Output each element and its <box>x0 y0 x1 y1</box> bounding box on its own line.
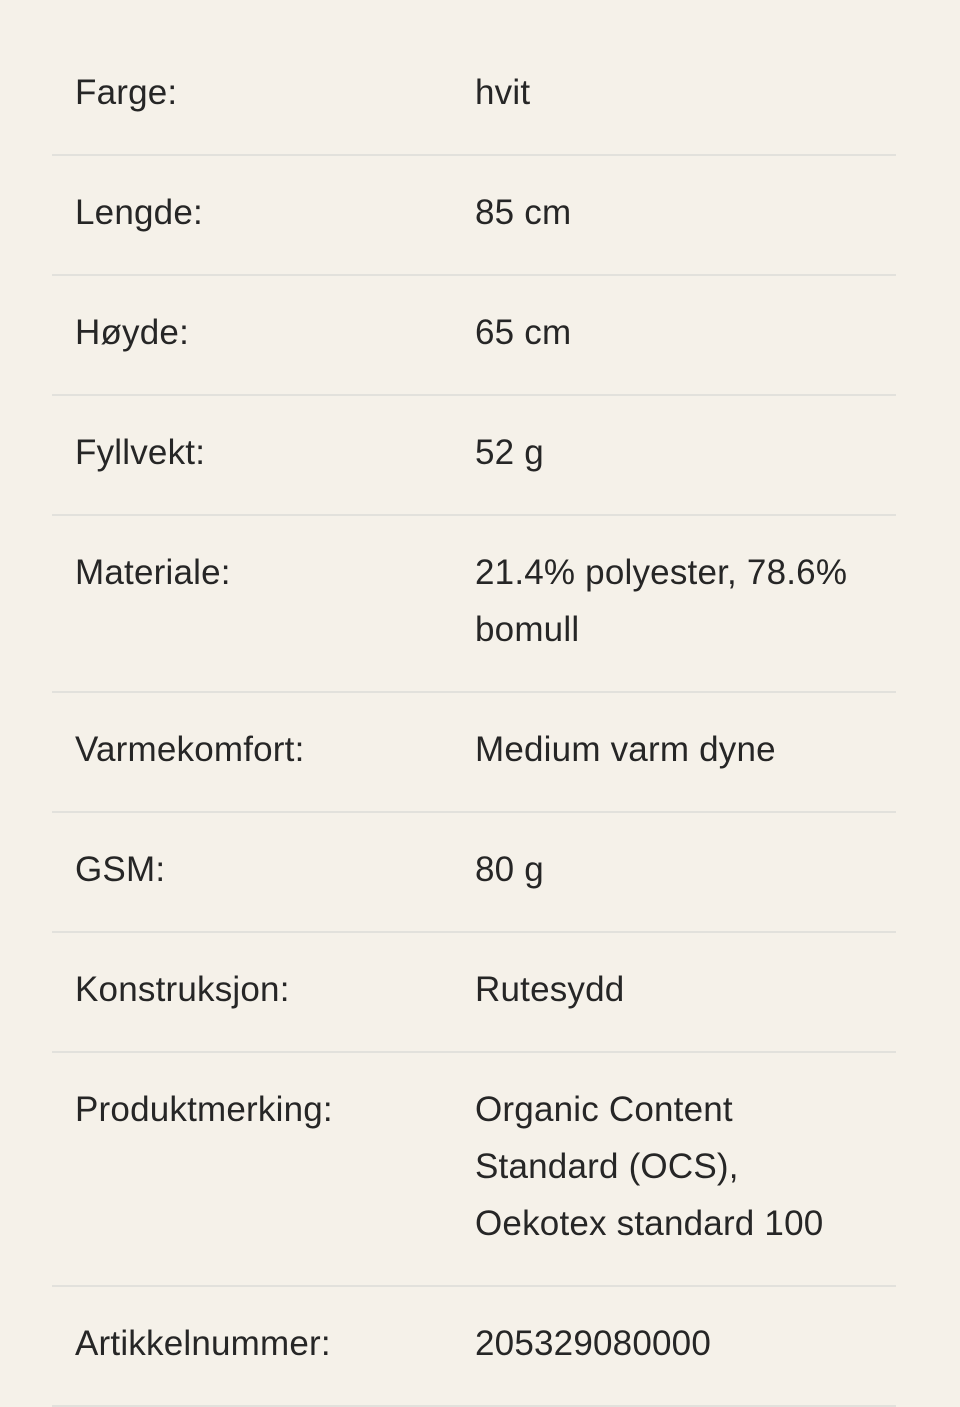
spec-value: Rutesydd <box>475 970 625 1009</box>
spec-label: Artikkelnummer: <box>75 1324 331 1363</box>
product-spec-table <box>52 42 896 1407</box>
spec-row-material <box>52 515 896 692</box>
spec-row-fill-weight <box>52 395 896 515</box>
spec-value: 21.4% polyester, 78.6% bomull <box>475 553 848 649</box>
spec-label: Materiale: <box>75 553 231 592</box>
spec-label: Konstruksjon: <box>75 970 290 1009</box>
spec-label: GSM: <box>75 850 166 889</box>
spec-row-height <box>52 275 896 395</box>
spec-label: Lengde: <box>75 193 203 232</box>
spec-value: hvit <box>475 73 531 112</box>
spec-row-gsm <box>52 812 896 932</box>
spec-label: Produktmerking: <box>75 1090 333 1129</box>
spec-value: 85 cm <box>475 193 572 232</box>
spec-row-article-number <box>52 1286 896 1406</box>
spec-label: Fyllvekt: <box>75 433 206 472</box>
spec-label: Høyde: <box>75 313 190 352</box>
spec-row-warmth <box>52 692 896 812</box>
spec-label: Farge: <box>75 73 178 112</box>
spec-label: Varmekomfort: <box>75 730 305 769</box>
spec-value: 205329080000 <box>475 1324 711 1363</box>
spec-value: 65 cm <box>475 313 572 352</box>
spec-value: 80 g <box>475 850 544 889</box>
spec-row-color <box>52 42 896 155</box>
spec-value: 52 g <box>475 433 544 472</box>
spec-value: Medium varm dyne <box>475 730 776 769</box>
spec-row-construction <box>52 932 896 1052</box>
spec-row-length <box>52 155 896 275</box>
spec-row-certification <box>52 1052 896 1286</box>
spec-value: Organic Content Standard (OCS), Oekotex standard 100 <box>475 1090 824 1243</box>
